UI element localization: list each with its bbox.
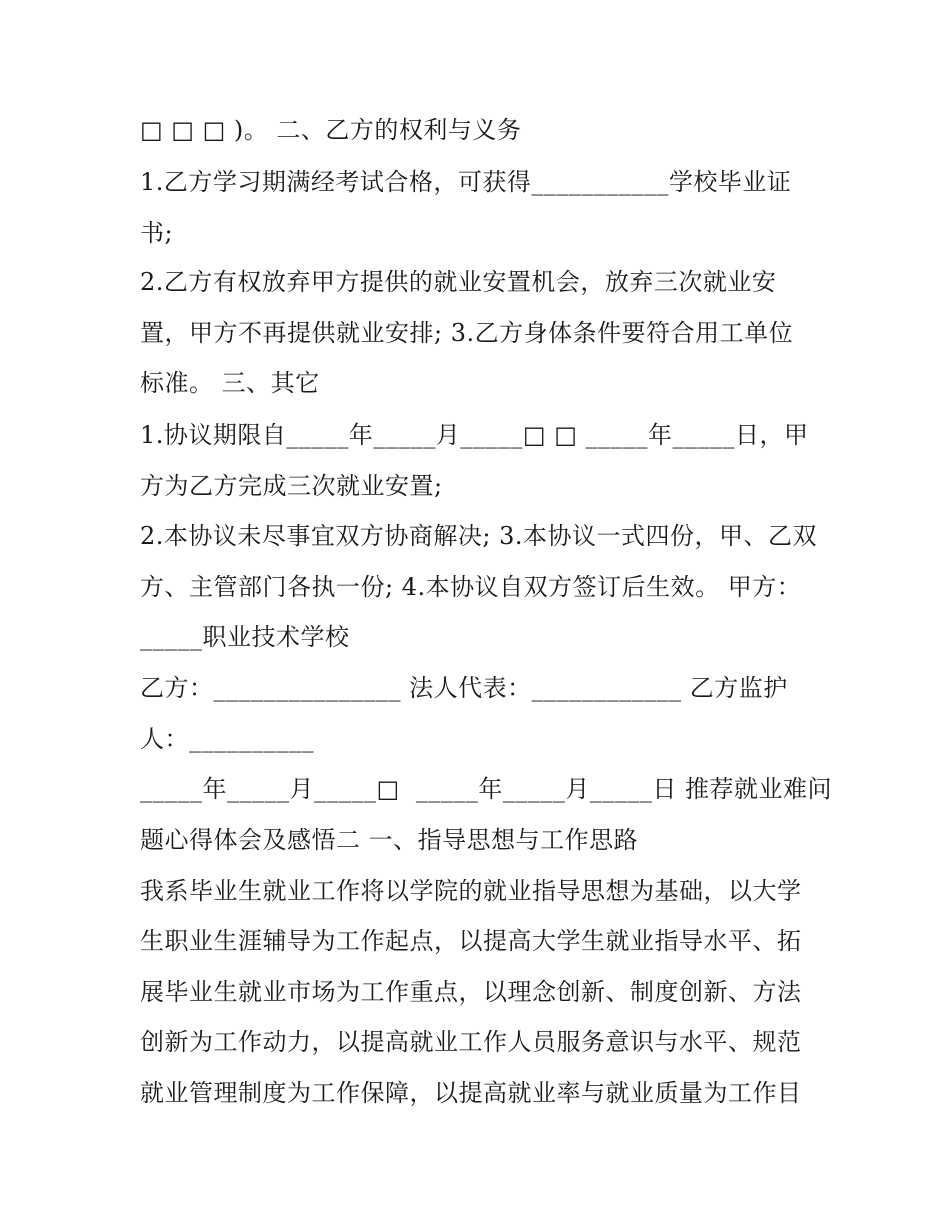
text-line: 展毕业生就业市场为工作重点，以理念创新、制度创新、方法 — [140, 978, 802, 1006]
text-line: 1.协议期限自_____年_____月_____□ □ _____年_____日，甲 — [140, 421, 809, 449]
text-line: 创新为工作动力，以提高就业工作人员服务意识与水平、规范 — [140, 1028, 802, 1056]
text-line: _____职业技术学校 — [140, 623, 350, 651]
text-line: 2.本协议未尽事宜双方协商解决; 3.本协议一式四份，甲、乙双 — [140, 522, 818, 550]
text-line: 置，甲方不再提供就业安排; 3.乙方身体条件要符合用工单位 — [140, 319, 794, 347]
text-line: 我系毕业生就业工作将以学院的就业指导思想为基础，以大学 — [140, 877, 802, 905]
text-line: 方、主管部门各执一份; 4.本协议自双方签订后生效。 甲方： — [140, 573, 802, 601]
text-line: 2.乙方有权放弃甲方提供的就业安置机会，放弃三次就业安 — [140, 268, 777, 296]
text-line: 方为乙方完成三次就业安置; — [140, 472, 443, 500]
text-line: 书; — [140, 219, 174, 247]
text-line: 乙方：_______________ 法人代表：____________ 乙方监护 — [140, 674, 788, 702]
text-line: 生职业生涯辅导为工作起点，以提高大学生就业指导水平、拓 — [140, 927, 802, 955]
text-line: 标准。 三、其它 — [140, 369, 320, 397]
text-line: 1.乙方学习期满经考试合格，可获得___________学校毕业证 — [140, 168, 792, 196]
text-line: □ □ □ )。 二、乙方的权利与义务 — [140, 116, 522, 144]
text-line: 就业管理制度为工作保障，以提高就业率与就业质量为工作目 — [140, 1079, 802, 1107]
text-line: 人：__________ — [140, 725, 314, 753]
text-line: _____年_____月_____□ _____年_____月_____日 推荐就业难问 — [140, 775, 833, 803]
text-line: 题心得体会及感悟二 一、指导思想与工作思路 — [140, 826, 639, 854]
